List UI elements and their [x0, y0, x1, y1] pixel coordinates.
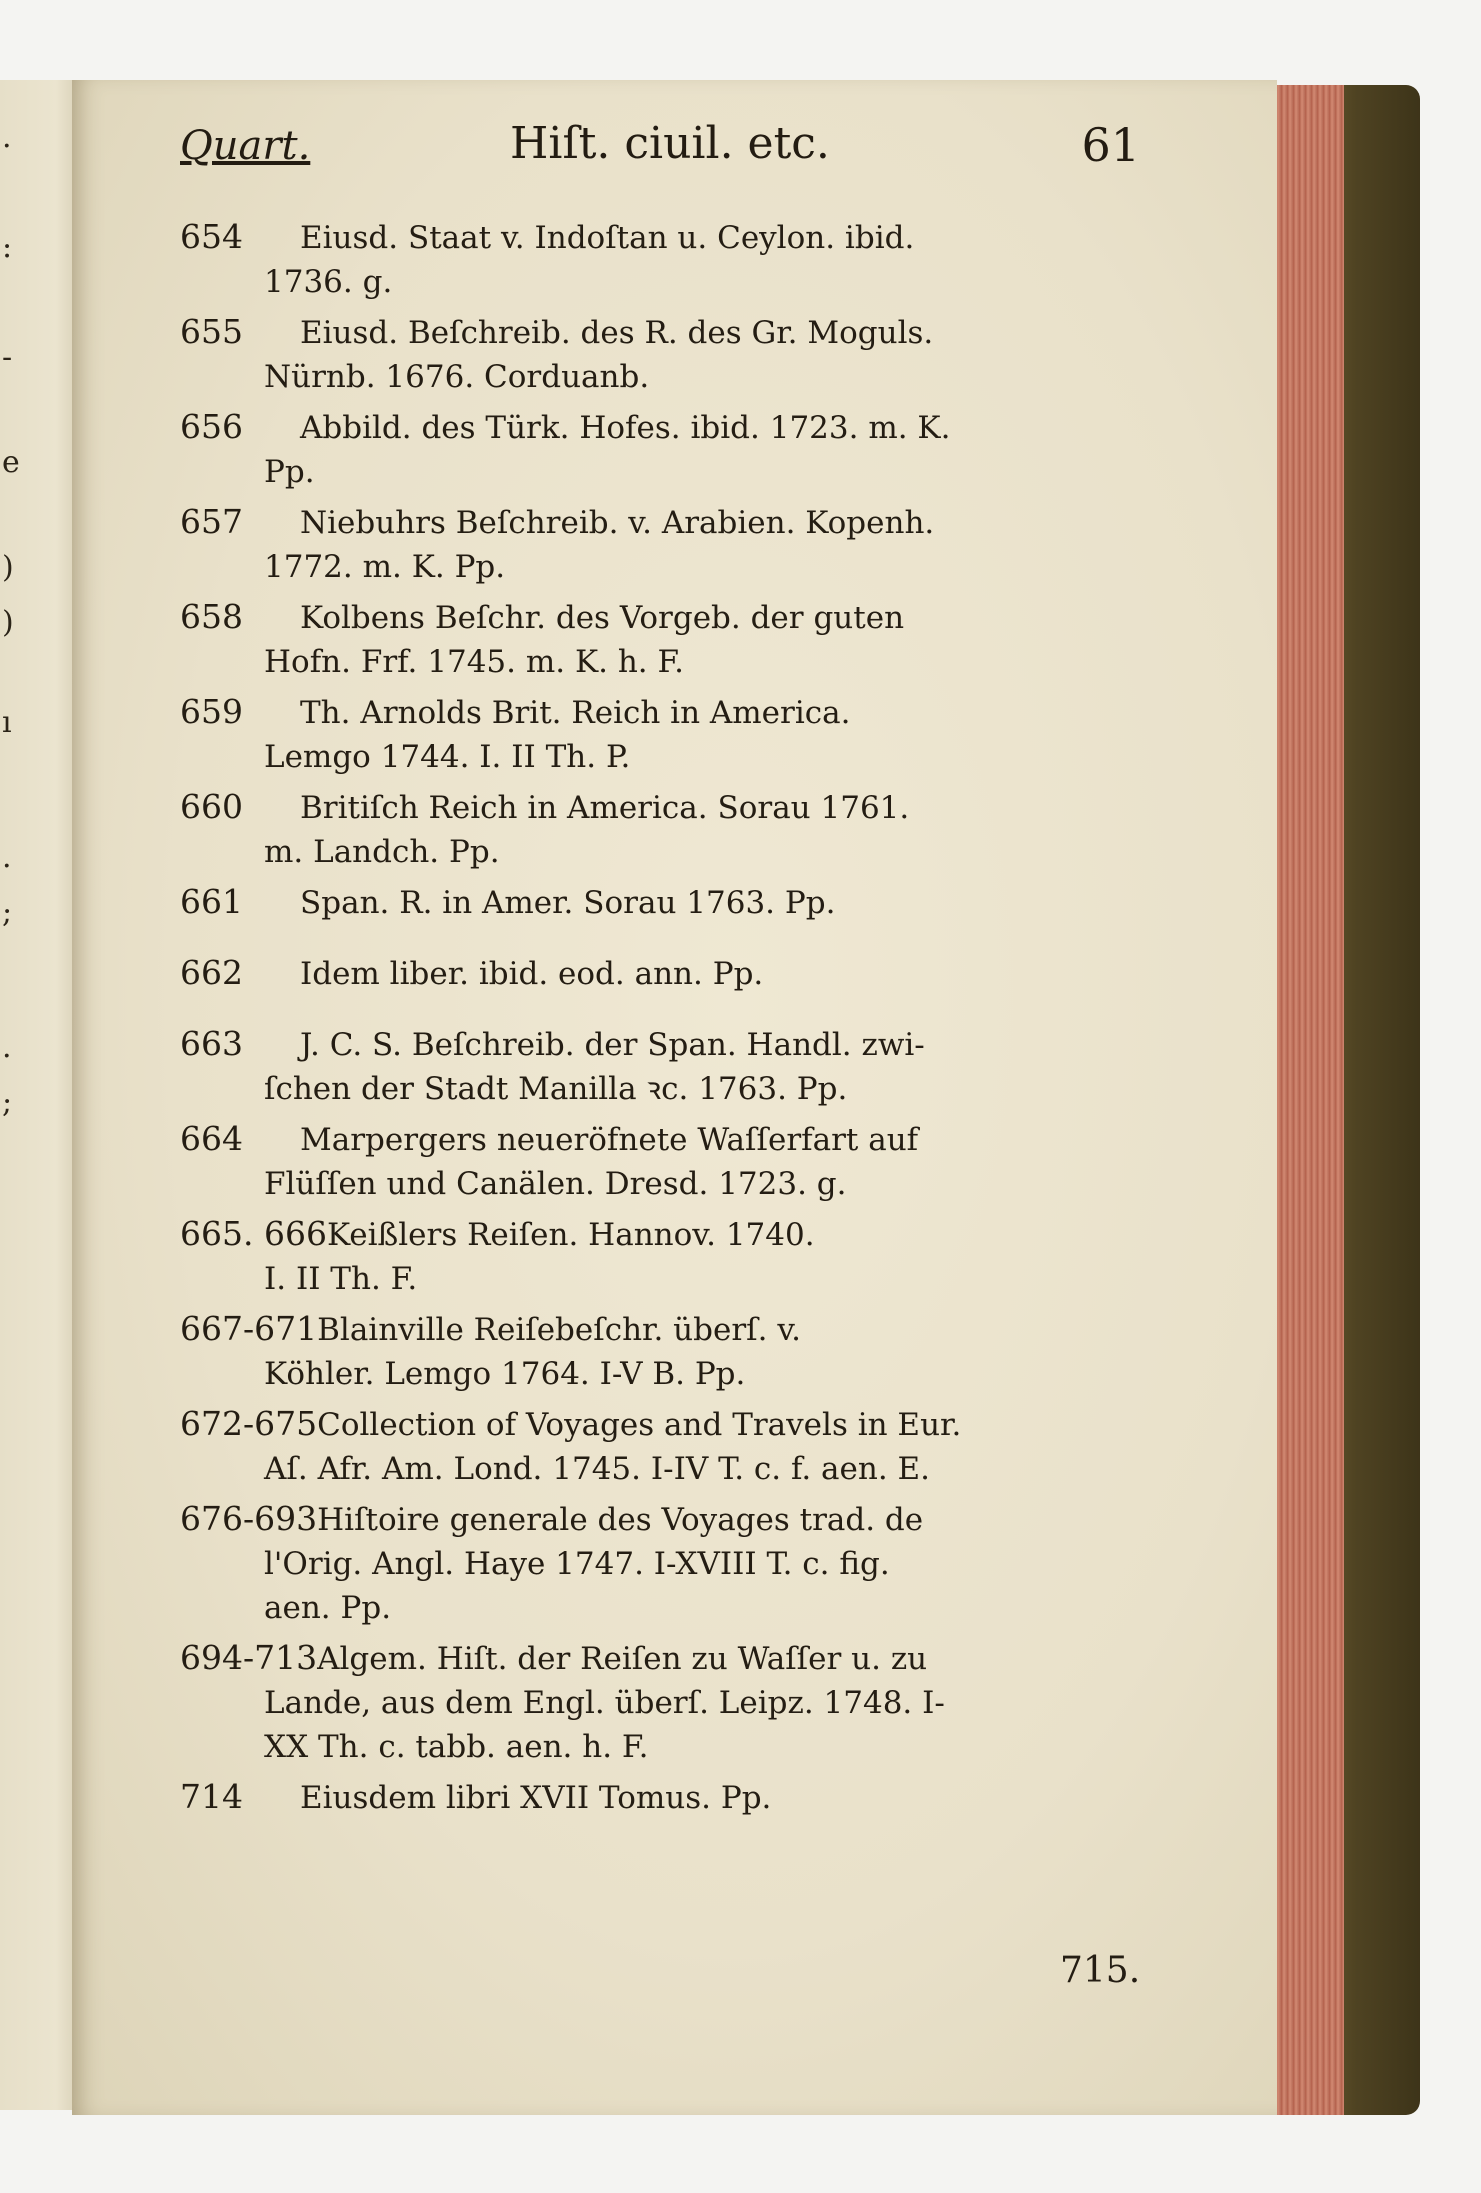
entry-continuation: Lande, aus dem Engl. überſ. Leipz. 1748. I- [264, 1685, 945, 1721]
catalog-entry [180, 405, 1160, 494]
entry-text: Collection of Voyages and Travels in Eur. [317, 1407, 962, 1443]
entry-number: 664 [180, 1119, 243, 1158]
entry-text: Keißlers Reiſen. Hannov. 1740. [326, 1217, 815, 1253]
entry-text: Abbild. des Türk. Hofes. ibid. 1723. m. K. [300, 410, 951, 446]
entry-number: 663 [180, 1024, 243, 1063]
catalog-entry [180, 215, 1160, 304]
catalog-entry [180, 310, 1160, 399]
entry-text: Span. R. in Amer. Sorau 1763. Pp. [300, 885, 836, 921]
entry-number: 667-671 [180, 1309, 318, 1348]
entry-text: Blainville Reiſebeſchr. überſ. v. [317, 1312, 802, 1348]
entry-text: Eiusd. Staat v. Indoſtan u. Ceylon. ibid. [300, 220, 915, 256]
margin-glyph: . [2, 1030, 12, 1065]
entry-number: 661 [180, 882, 243, 921]
entry-continuation: l'Orig. Angl. Haye 1747. I-XVIII T. c. fig. [264, 1546, 890, 1582]
entry-number: 655 [180, 312, 243, 351]
entry-text: Marpergers neueröfnete Waſſerfart auf [300, 1122, 919, 1158]
margin-glyph: ; [2, 895, 13, 930]
catalog-entry [180, 1636, 1160, 1769]
left-page-edge [0, 80, 80, 2110]
entry-continuation: Lemgo 1744. I. II Th. P. [264, 739, 631, 775]
entry-text: Eiusdem libri XVII Tomus. Pp. [300, 1780, 772, 1816]
entry-continuation: ſchen der Stadt Manilla ꝛc. 1763. Pp. [264, 1071, 848, 1107]
header-section-title: Hiſt. ciuil. etc. [510, 118, 830, 169]
entry-number: 665. 666 [180, 1214, 327, 1253]
entry-continuation: Pp. [264, 454, 315, 490]
entry-continuation: Flüſſen und Canälen. Dresd. 1723. g. [264, 1166, 847, 1202]
entry-text: Britiſch Reich in America. Sorau 1761. [300, 790, 910, 826]
margin-glyph: - [2, 340, 13, 375]
catalog-entry [180, 690, 1160, 779]
catchword: 715. [1060, 1950, 1141, 1991]
catalog-entry [180, 595, 1160, 684]
catalog-entry [180, 1775, 1160, 1820]
catalog-entry [180, 1022, 1160, 1111]
page-number: 61 [1081, 118, 1140, 172]
catalog-entry [180, 785, 1160, 874]
catalog-entry [180, 951, 1160, 996]
entry-continuation: Hofn. Frf. 1745. m. K. h. F. [264, 644, 685, 680]
entry-number: 714 [180, 1777, 243, 1816]
entry-continuation: Aſ. Afr. Am. Lond. 1745. I-IV T. c. f. aen. E. [264, 1451, 931, 1487]
entry-number: 654 [180, 217, 243, 256]
margin-glyph: ı [2, 705, 12, 740]
entry-number: 656 [180, 407, 243, 446]
entry-continuation: aen. Pp. [264, 1590, 392, 1626]
entry-continuation: Nürnb. 1676. Corduanb. [264, 359, 650, 395]
entry-continuation: XX Th. c. tabb. aen. h. F. [264, 1729, 649, 1765]
catalog-entries [180, 215, 1160, 1846]
entry-continuation: 1736. g. [264, 264, 393, 300]
catalog-entry [180, 880, 1160, 925]
entry-continuation: I. II Th. F. [264, 1261, 418, 1297]
entry-number: 672-675 [180, 1404, 318, 1443]
margin-glyph: ; [2, 1085, 13, 1120]
catalog-entry [180, 1497, 1160, 1630]
entry-text: Niebuhrs Beſchreib. v. Arabien. Kopenh. [300, 505, 935, 541]
catalog-entry [180, 500, 1160, 589]
entry-continuation: 1772. m. K. Pp. [264, 549, 506, 585]
header-format: Quart. [180, 123, 311, 169]
entry-text: Idem liber. ibid. eod. ann. Pp. [300, 956, 764, 992]
catalog-entry [180, 1307, 1160, 1396]
entry-number: 657 [180, 502, 243, 541]
entry-number: 694-713 [180, 1638, 318, 1677]
entry-text: Th. Arnolds Brit. Reich in America. [300, 695, 851, 731]
margin-glyph: e [2, 445, 20, 480]
catalog-entry [180, 1402, 1160, 1491]
margin-glyph: ) [2, 550, 14, 585]
entry-text: Hiſtoire generale des Voyages trad. de [317, 1502, 924, 1538]
entry-continuation: Köhler. Lemgo 1764. I-V B. Pp. [264, 1356, 746, 1392]
entry-text: Kolbens Beſchr. des Vorgeb. der guten [300, 600, 905, 636]
entry-text: Algem. Hiſt. der Reiſen zu Waſſer u. zu [317, 1641, 928, 1677]
entry-continuation: m. Landch. Pp. [264, 834, 500, 870]
catalog-entry [180, 1117, 1160, 1206]
entry-text: J. C. S. Beſchreib. der Span. Handl. zwi- [300, 1027, 925, 1063]
entry-number: 662 [180, 953, 243, 992]
margin-glyph: . [2, 120, 12, 155]
entry-text: Eiusd. Beſchreib. des R. des Gr. Moguls. [300, 315, 934, 351]
running-header [180, 118, 1140, 178]
catalog-entry [180, 1212, 1160, 1301]
margin-glyph: . [2, 840, 12, 875]
entry-number: 659 [180, 692, 243, 731]
entry-number: 676-693 [180, 1499, 318, 1538]
entry-number: 660 [180, 787, 243, 826]
margin-glyph: : [2, 230, 13, 265]
margin-glyph: ) [2, 605, 14, 640]
entry-number: 658 [180, 597, 243, 636]
